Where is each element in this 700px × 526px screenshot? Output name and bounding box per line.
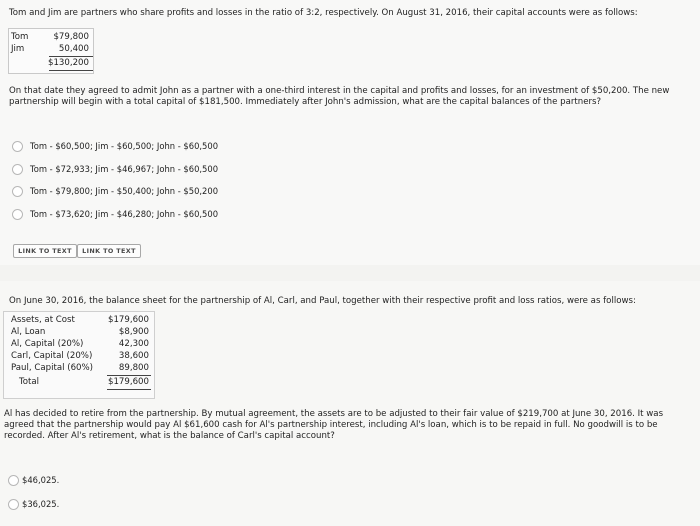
option-label: $46,025. — [22, 475, 60, 485]
balance-value: 42,300 — [118, 339, 149, 349]
link-to-text-button-1[interactable]: LINK TO TEXT — [13, 244, 77, 258]
radio-button[interactable] — [8, 475, 19, 486]
radio-button[interactable] — [8, 499, 19, 510]
balance-row — [11, 363, 154, 375]
balance-label: Al, Loan — [11, 327, 46, 337]
balance-row — [11, 351, 154, 363]
total-rule — [49, 56, 93, 57]
account-row-jim — [9, 44, 93, 56]
radio-button[interactable] — [12, 209, 23, 220]
account-name: Jim — [11, 44, 25, 54]
balance-label: Assets, at Cost — [11, 315, 75, 325]
balance-row — [11, 327, 154, 339]
account-row-tom — [9, 32, 93, 44]
account-name: Tom — [11, 32, 29, 42]
balance-row — [11, 339, 154, 351]
balance-sheet-table — [3, 311, 155, 399]
balance-value: 89,800 — [118, 363, 149, 373]
option-label: Tom - $73,620; Jim - $46,280; John - $60,500 — [30, 209, 219, 219]
link-to-text-button-2[interactable]: LINK TO TEXT — [77, 244, 141, 258]
account-row-total — [9, 58, 93, 70]
radio-button[interactable] — [12, 141, 23, 152]
radio-button[interactable] — [12, 164, 23, 175]
balance-total-row — [11, 377, 154, 389]
balance-value: $8,900 — [118, 327, 149, 337]
question-1-prompt: On that date they agreed to admit John as a partner with a one-third interest in the capital and profits and losses, for an investment of $50,200. The new partnership will begin with a total capital of $181,500. Immediately after John's admission, what are the capital balances of the partners? — [9, 86, 670, 107]
question-2-prompt: Al has decided to retire from the partnership. By mutual agreement, the assets are to be adjusted to their fair value of $219,700 at June 30, 2016. It was agreed that the partnership would pay Al $61,600 cash for Al's partnership interest, including Al's loan, which is to be repaid in full. No goodwill is to be recorded. After Al's retirement, what is the balance of Carl's capital account? — [4, 409, 664, 441]
balance-label: Carl, Capital (20%) — [11, 351, 93, 361]
balance-row — [11, 315, 154, 327]
total-double-rule — [107, 389, 151, 390]
capital-accounts-table — [8, 28, 94, 74]
account-total: $130,200 — [47, 58, 89, 68]
account-value: $79,800 — [53, 32, 89, 42]
radio-button[interactable] — [12, 186, 23, 197]
total-double-rule — [49, 70, 93, 71]
option-label: Tom - $72,933; Jim - $46,967; John - $60,500 — [30, 164, 219, 174]
balance-total-label: Total — [19, 377, 40, 387]
balance-total-value: $179,600 — [107, 377, 149, 387]
balance-value: 38,600 — [118, 351, 149, 361]
total-rule — [107, 375, 151, 376]
question-2-intro: On June 30, 2016, the balance sheet for the partnership of Al, Carl, and Paul, together with their respective profit and loss ratios, were as follows: — [9, 296, 636, 306]
balance-value: $179,600 — [107, 315, 149, 325]
option-label: Tom - $60,500; Jim - $60,500; John - $60,500 — [30, 141, 219, 151]
option-label: $36,025. — [22, 499, 60, 509]
balance-label: Paul, Capital (60%) — [11, 363, 94, 373]
option-label: Tom - $79,800; Jim - $50,400; John - $50,200 — [30, 186, 219, 196]
account-value: 50,400 — [58, 44, 89, 54]
question-1-intro: Tom and Jim are partners who share profits and losses in the ratio of 3:2, respectively. On August 31, 2016, their capital accounts were as follows: — [9, 8, 638, 18]
balance-label: Al, Capital (20%) — [11, 339, 84, 349]
